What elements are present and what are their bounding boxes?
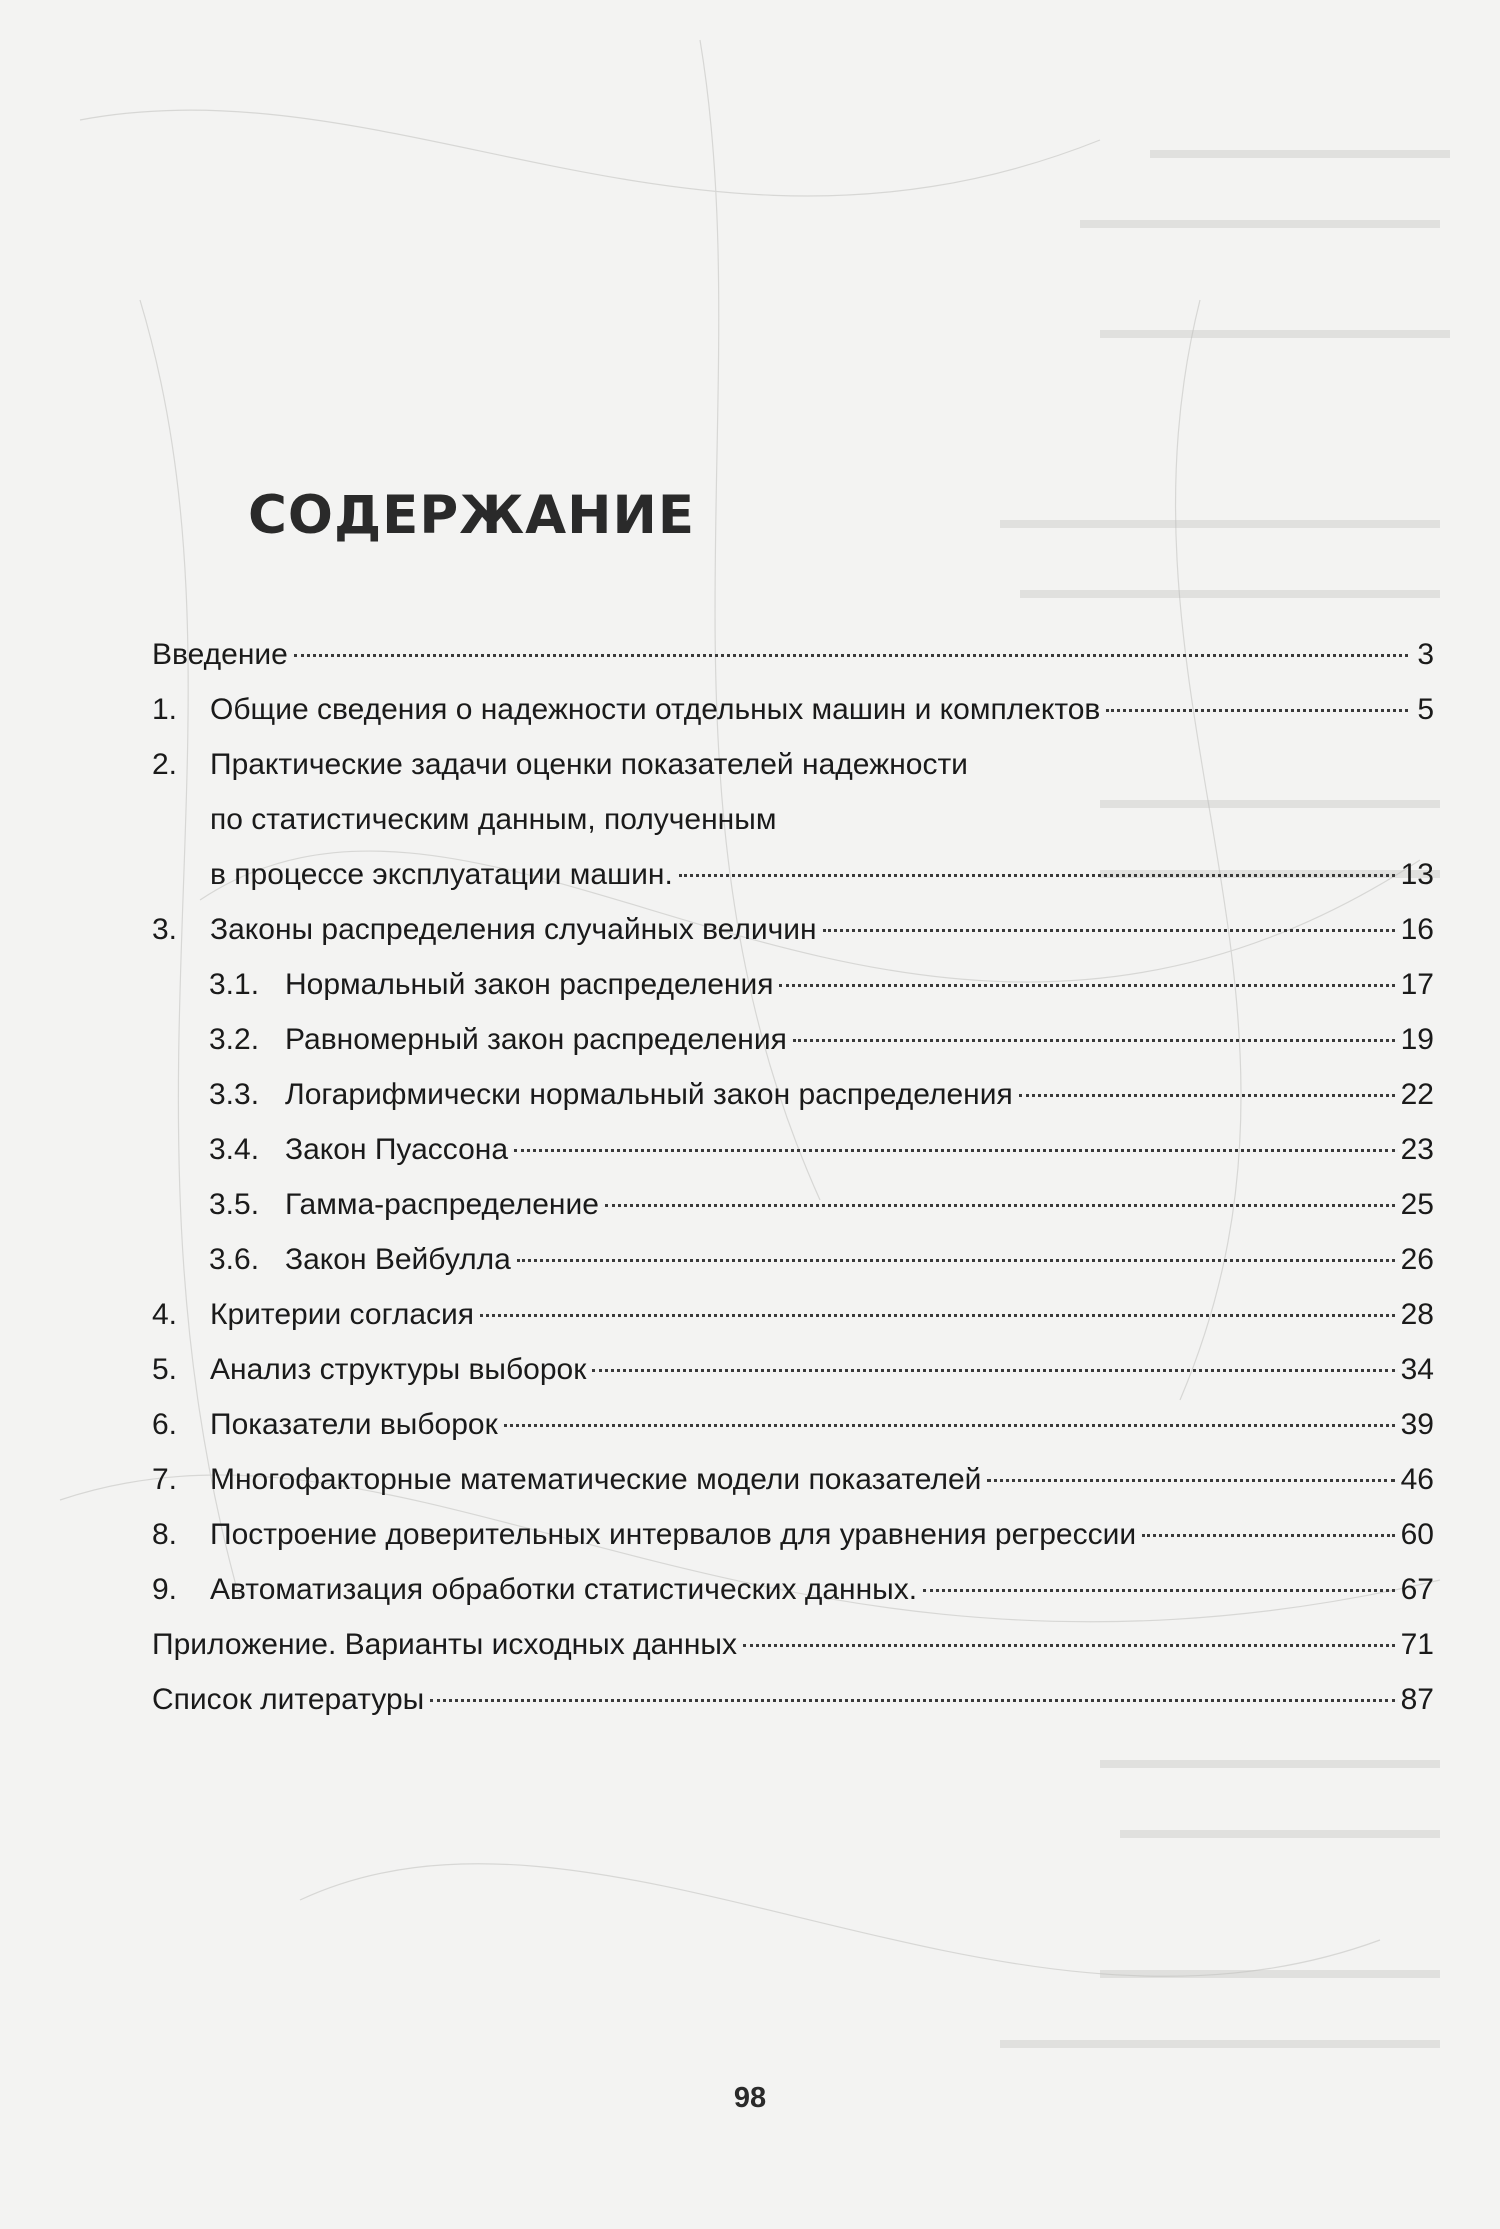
- toc-entry-title: Нормальный закон распределения: [285, 968, 774, 1001]
- toc-entry-number: 1.: [152, 693, 178, 726]
- toc-entry-title: Равномерный закон распределения: [285, 1023, 787, 1056]
- toc-entry-title: Показатели выборок: [210, 1408, 498, 1441]
- toc-entry-number: 3.2.: [209, 1023, 260, 1056]
- toc-entry-title: Закон Вейбулла: [285, 1243, 511, 1276]
- toc-entry-page: 23: [1400, 1133, 1434, 1166]
- toc-entry-number: 3.: [152, 913, 178, 946]
- toc-entry-page: 87: [1400, 1683, 1434, 1716]
- dot-leader: [592, 1369, 1394, 1372]
- toc-subentry[interactable]: [152, 966, 1434, 1004]
- dot-leader: [987, 1479, 1394, 1482]
- toc-entry[interactable]: [152, 746, 1434, 894]
- toc-entry-title: Многофакторные математические модели показателей: [210, 1463, 982, 1496]
- toc-entry-title: Законы распределения случайных величин: [210, 913, 817, 946]
- dot-leader: [1106, 709, 1408, 712]
- dot-leader: [1142, 1534, 1395, 1537]
- toc-entry-page: 25: [1400, 1188, 1434, 1221]
- toc-entry-page: 34: [1400, 1353, 1434, 1386]
- toc-entry-title-line: в процессе эксплуатации машин.: [210, 858, 673, 891]
- toc-entry-page: 16: [1400, 913, 1434, 946]
- toc-entry[interactable]: [152, 911, 1434, 949]
- toc-entry-page: 60: [1400, 1518, 1434, 1551]
- toc-entry-number: 3.3.: [209, 1078, 260, 1111]
- dot-leader: [605, 1204, 1395, 1207]
- toc-entry-title: Автоматизация обработки статистических данных.: [210, 1573, 918, 1606]
- toc-entry-title: Анализ структуры выборок: [210, 1353, 587, 1386]
- toc-entry-title: Общие сведения о надежности отдельных машин и комплектов: [210, 693, 1101, 726]
- dot-leader: [779, 984, 1394, 987]
- page-title: СОДЕРЖАНИЕ: [248, 485, 696, 546]
- toc-entry[interactable]: [152, 1681, 1434, 1719]
- toc-entry-number: 3.4.: [209, 1133, 260, 1166]
- toc-entry-title: Введение: [152, 638, 288, 671]
- toc-entry-number: 2.: [152, 748, 178, 781]
- toc-entry-number: 8.: [152, 1518, 178, 1551]
- dot-leader: [517, 1259, 1395, 1262]
- table-of-contents: [152, 636, 1434, 1736]
- toc-entry-page: 17: [1400, 968, 1434, 1001]
- toc-entry[interactable]: [152, 1626, 1434, 1664]
- toc-entry-title-line: по статистическим данным, полученным: [210, 803, 777, 836]
- toc-entry-page: 46: [1400, 1463, 1434, 1496]
- toc-entry-title: Критерии согласия: [210, 1298, 475, 1331]
- toc-entry-number: 6.: [152, 1408, 178, 1441]
- toc-entry[interactable]: [152, 1461, 1434, 1499]
- toc-entry-number: 9.: [152, 1573, 178, 1606]
- toc-subentry[interactable]: [152, 1186, 1434, 1224]
- dot-leader: [504, 1424, 1395, 1427]
- toc-entry-title: Список литературы: [152, 1683, 425, 1716]
- toc-entry-title: Закон Пуассона: [285, 1133, 509, 1166]
- toc-entry-page: 26: [1400, 1243, 1434, 1276]
- toc-entry[interactable]: [152, 1296, 1434, 1334]
- dot-leader: [1019, 1094, 1395, 1097]
- toc-entry-title: Построение доверительных интервалов для уравнения регрессии: [210, 1518, 1137, 1551]
- toc-entry[interactable]: [152, 691, 1434, 729]
- dot-leader: [514, 1149, 1395, 1152]
- toc-entry[interactable]: [152, 636, 1434, 674]
- toc-entry-page: 13: [1400, 858, 1434, 891]
- dot-leader: [679, 874, 1395, 877]
- toc-subentry[interactable]: [152, 1021, 1434, 1059]
- toc-entry-page: 22: [1400, 1078, 1434, 1111]
- toc-entry-page: 5: [1417, 693, 1434, 726]
- toc-entry-page: 3: [1417, 638, 1434, 671]
- toc-entry-number: 4.: [152, 1298, 178, 1331]
- toc-subentry[interactable]: [152, 1076, 1434, 1114]
- toc-subentry[interactable]: [152, 1241, 1434, 1279]
- toc-entry-page: 67: [1400, 1573, 1434, 1606]
- dot-leader: [430, 1699, 1394, 1702]
- toc-entry-title: Гамма-распределение: [285, 1188, 599, 1221]
- toc-entry-number: 3.5.: [209, 1188, 260, 1221]
- dot-leader: [480, 1314, 1395, 1317]
- toc-entry-page: 39: [1400, 1408, 1434, 1441]
- toc-entry-page: 19: [1400, 1023, 1434, 1056]
- dot-leader: [793, 1039, 1395, 1042]
- dot-leader: [294, 654, 1408, 657]
- dot-leader: [923, 1589, 1395, 1592]
- page-number: 98: [733, 2082, 767, 2114]
- toc-entry-number: 5.: [152, 1353, 178, 1386]
- toc-entry-page: 71: [1400, 1628, 1434, 1661]
- toc-entry-title: Приложение. Варианты исходных данных: [152, 1628, 737, 1661]
- dot-leader: [823, 929, 1395, 932]
- toc-entry[interactable]: [152, 1351, 1434, 1389]
- toc-subentry[interactable]: [152, 1131, 1434, 1169]
- toc-entry-number: 7.: [152, 1463, 178, 1496]
- toc-entry-page: 28: [1400, 1298, 1434, 1331]
- toc-entry[interactable]: [152, 1516, 1434, 1554]
- toc-entry-number: 3.1.: [209, 968, 260, 1001]
- toc-entry[interactable]: [152, 1406, 1434, 1444]
- toc-entry[interactable]: [152, 1571, 1434, 1609]
- toc-entry-number: 3.6.: [209, 1243, 260, 1276]
- dot-leader: [743, 1644, 1395, 1647]
- toc-entry-title: Логарифмически нормальный закон распределения: [285, 1078, 1013, 1111]
- toc-entry-title-line: Практические задачи оценки показателей надежности: [210, 748, 968, 781]
